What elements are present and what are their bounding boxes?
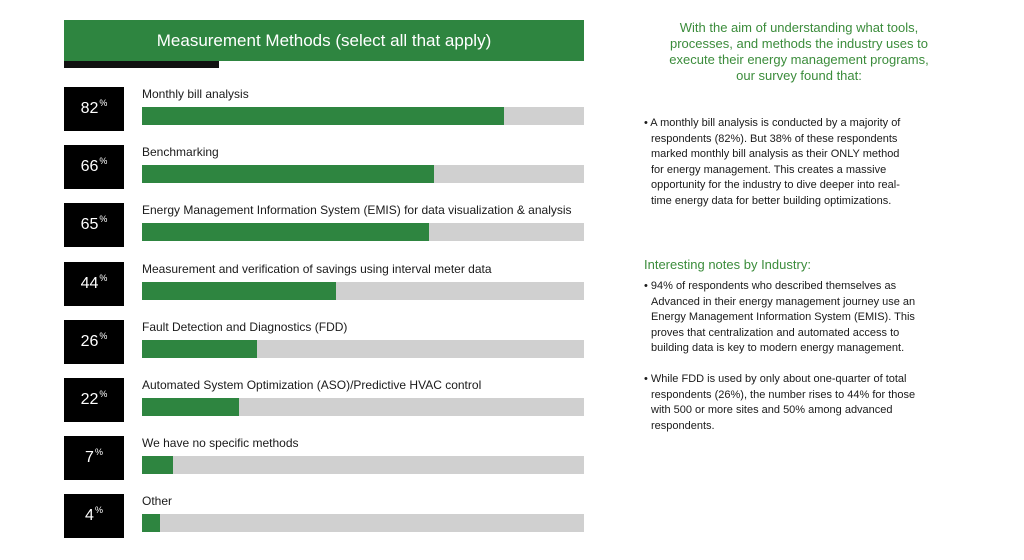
bar: [142, 282, 336, 300]
bar-row: [64, 203, 584, 247]
bar-row: [64, 87, 584, 131]
bar-row: [64, 378, 584, 422]
finding-line: time energy data for better building optimizations.: [651, 194, 892, 207]
category-label: Benchmarking: [142, 145, 219, 159]
note-line: Advanced in their energy management journey use an: [651, 295, 916, 308]
data-label: 44: [80, 275, 99, 292]
percent-sign: %: [99, 214, 108, 224]
bar-track: [142, 398, 584, 416]
chart-title: Measurement Methods (select all that apply): [156, 30, 492, 50]
bar-row: [64, 262, 584, 306]
value-badge: [64, 378, 124, 422]
category-label: Energy Management Information System (EMIS) for data visualization & analysis: [142, 203, 572, 217]
data-label: 22: [80, 391, 99, 408]
percent-sign: %: [99, 98, 108, 108]
percent-sign: %: [94, 447, 103, 457]
data-label: 4: [85, 507, 94, 524]
bar-track: [142, 282, 584, 300]
intro-text: [644, 20, 954, 84]
intro-line: With the aim of understanding what tools,: [679, 20, 919, 35]
note-line: proves that centralization and automated access to: [651, 326, 900, 339]
percent-sign: %: [99, 389, 108, 399]
bar-row: [64, 320, 584, 364]
bar: [142, 456, 173, 474]
industry-note-2: [644, 372, 956, 434]
finding-bullet: [644, 116, 956, 209]
intro-line: processes, and methods the industry uses to: [670, 36, 928, 51]
finding-line: for energy management. This creates a massive: [651, 163, 887, 176]
bar-track: [142, 107, 584, 125]
bar: [142, 340, 257, 358]
note-line: • 94% of respondents who described themselves as: [644, 280, 897, 292]
title-accent-bar: [64, 61, 219, 68]
value-badge: [64, 494, 124, 538]
finding-line: • A monthly bill analysis is conducted by a majority of: [644, 117, 901, 129]
note-line: Energy Management Information System (EMIS). This: [651, 311, 915, 323]
bar: [142, 107, 504, 125]
bar: [142, 165, 434, 183]
finding-line: respondents (82%). But 38% of these respondents: [651, 132, 898, 145]
bar-row: [64, 145, 584, 189]
note-line: building data is key to modern energy management.: [651, 342, 905, 354]
chart-title-banner: [64, 20, 584, 61]
bar-track: [142, 165, 584, 183]
intro-line: our survey found that:: [736, 68, 862, 83]
category-label: Automated System Optimization (ASO)/Predictive HVAC control: [142, 378, 482, 392]
percent-sign: %: [99, 331, 108, 341]
percent-sign: %: [99, 156, 108, 166]
finding-line: opportunity for the industry to dive deeper into real-: [651, 179, 900, 191]
category-label: We have no specific methods: [142, 436, 299, 450]
bar: [142, 398, 239, 416]
note-line: respondents (26%), the number rises to 44% for those: [651, 388, 916, 401]
bar-track: [142, 514, 584, 532]
note-line: with 500 or more sites and 50% among advanced: [651, 404, 893, 416]
intro-line: execute their energy management programs,: [669, 52, 929, 67]
industry-note-1: [644, 279, 956, 357]
bar-track: [142, 456, 584, 474]
bar: [142, 514, 160, 532]
value-badge: [64, 436, 124, 480]
bar: [142, 223, 429, 241]
data-label: 82: [80, 100, 99, 117]
bar-track: [142, 223, 584, 241]
category-label: Measurement and verification of savings using interval meter data: [142, 262, 492, 276]
data-label: 26: [80, 333, 99, 350]
bar-track: [142, 340, 584, 358]
category-label: Fault Detection and Diagnostics (FDD): [142, 320, 348, 334]
note-line: • While FDD is used by only about one-quarter of total: [644, 373, 907, 385]
data-label: 66: [80, 158, 99, 175]
value-badge: [64, 203, 124, 247]
value-badge: [64, 145, 124, 189]
bar-row: [64, 494, 584, 538]
category-label: Monthly bill analysis: [142, 87, 249, 101]
data-label: 65: [80, 216, 99, 233]
value-badge: [64, 320, 124, 364]
percent-sign: %: [94, 505, 103, 515]
finding-line: marked monthly bill analysis as their ONLY method: [651, 148, 900, 160]
bar-row: [64, 436, 584, 480]
value-badge: [64, 262, 124, 306]
industry-notes-heading: Interesting notes by Industry:: [644, 257, 811, 272]
category-label: Other: [142, 494, 173, 508]
note-line: respondents.: [651, 419, 715, 432]
data-label: 7: [85, 449, 94, 466]
value-badge: [64, 87, 124, 131]
percent-sign: %: [99, 273, 108, 283]
